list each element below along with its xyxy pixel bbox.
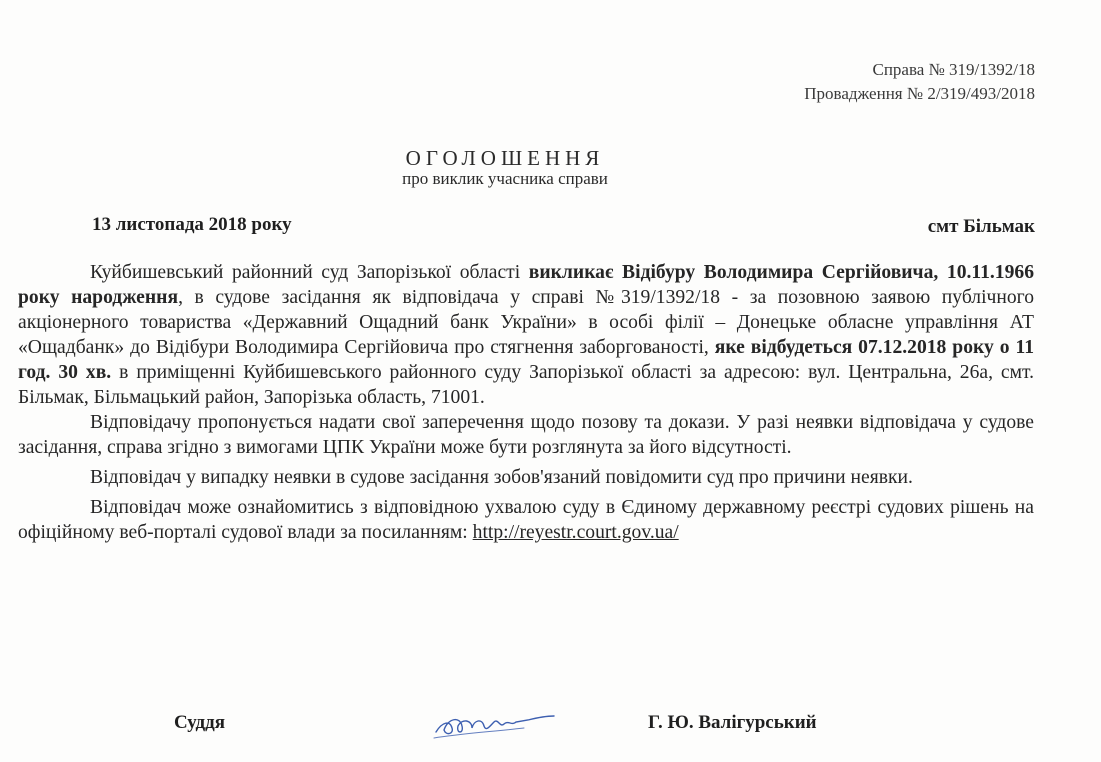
paragraph-summons (18, 260, 1034, 410)
case-details-text: , в судове засідання як відповідача у справі №319/1392/18 - за позовною заявою публічного акціонерного товариства «Державний Ощадний банк України» в особі філії – Донецьке обласне управління АТ «Ощадбанк» до Відібури Володимира Сергійовича про стягнення заборгованості, (18, 287, 1035, 358)
proceeding-number: Провадження № 2/319/493/2018 (804, 84, 1035, 103)
paragraph-objections: Відповідачу пропонується надати свої заперечення щодо позову та докази. У разі неявки відповідача у судове засідання, справа згідно з вимогами ЦПК України може бути розглянута за його відсутності. (18, 412, 1034, 458)
document-body (18, 260, 1034, 545)
handwritten-signature (428, 704, 558, 744)
paragraph-absence-notice: Відповідач у випадку неявки в судове засідання зобов'язаний повідомити суд про причини неявки. (90, 467, 913, 488)
court-address-text: в приміщенні Куйбишевського районного суду Запорізької області за адресою: вул. Центральна, 26а, смт. Більмак, Більмацький район, Запорізька область, 71001. (18, 362, 1035, 408)
case-number: Справа № 319/1392/18 (872, 60, 1035, 79)
judge-name: Г. Ю. Валігурський (648, 712, 817, 733)
summoned-person-text: викликає Відібуру Володимира Сергійовича, 10.11.1966 року народження (18, 262, 1034, 308)
case-reference (804, 58, 1035, 106)
title-block (0, 147, 1010, 189)
hearing-datetime-text: яке відбудеться 07.12.2018 року о 11 год. 30 хв. (18, 337, 1035, 383)
document-place: смт Більмак (927, 216, 1035, 237)
court-name-text: Куйбишевський районний суд Запорізької області (90, 262, 529, 283)
signature-row (0, 712, 1101, 742)
paragraph-registry (18, 495, 1034, 545)
document-date: 13 листопада 2018 року (92, 214, 292, 235)
registry-link[interactable]: http://reyestr.court.gov.ua/ (472, 522, 679, 543)
document-title: ОГОЛОШЕННЯ (405, 146, 605, 170)
document-subtitle: про виклик учасника справи (402, 169, 608, 188)
judge-role: Суддя (174, 712, 226, 733)
registry-text: Відповідач може ознайомитись з відповідною ухвалою суду в Єдиному державному реєстрі судових рішень на офіційному веб-порталі судової влади за посиланням: (18, 497, 1034, 543)
